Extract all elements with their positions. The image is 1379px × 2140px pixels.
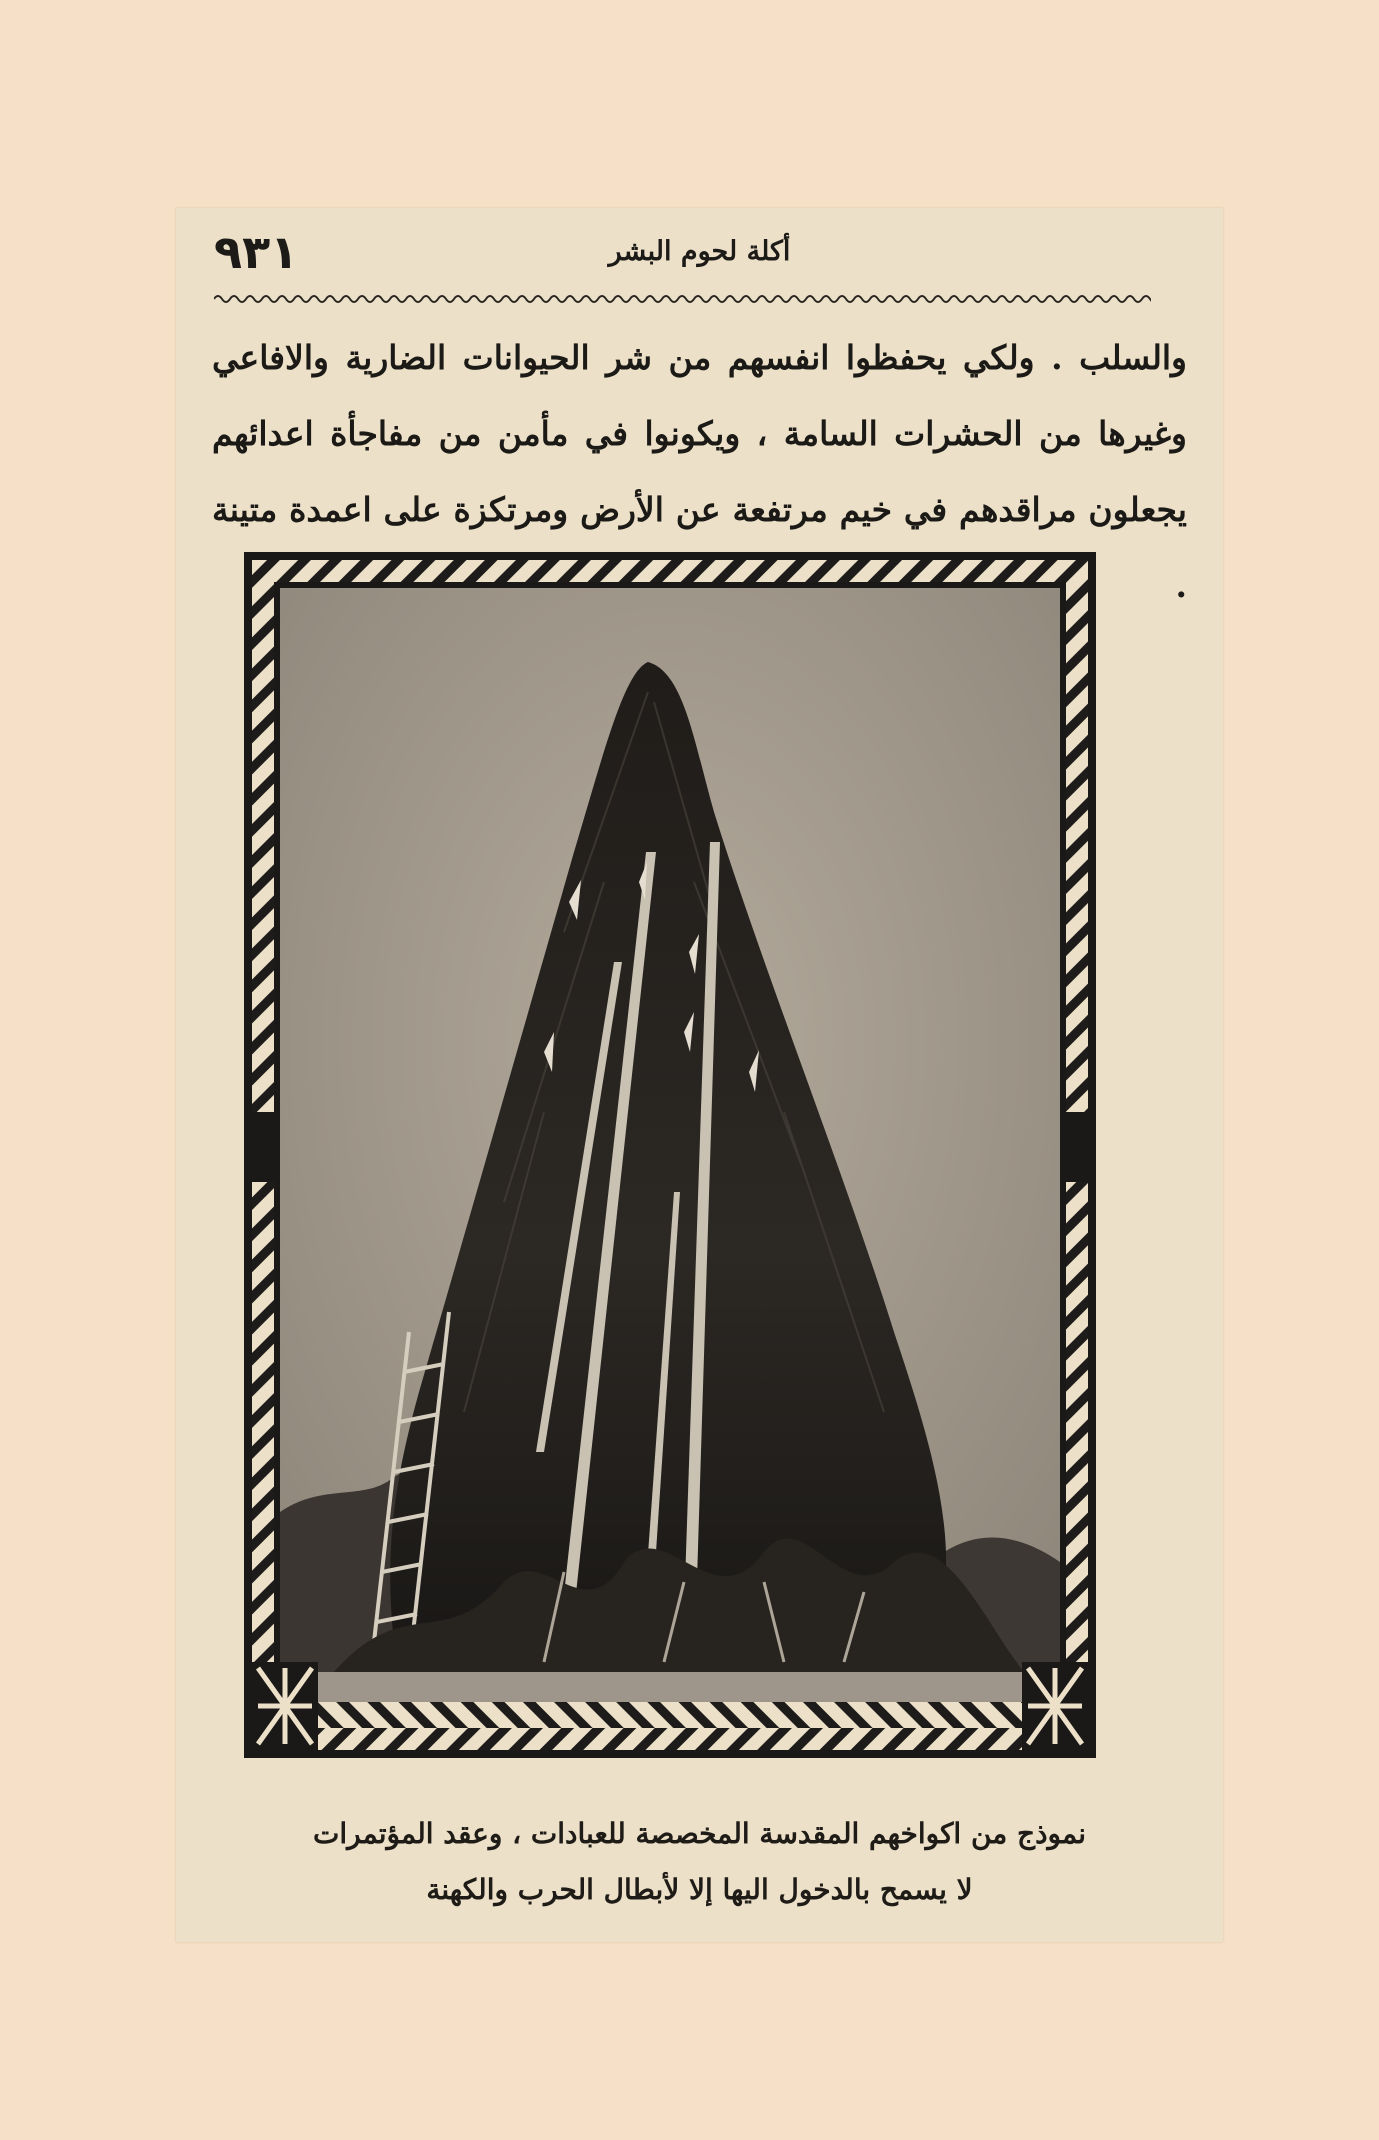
page-header [214, 224, 1185, 284]
header-wavy-rule [214, 292, 1151, 306]
hut-illustration [244, 552, 1096, 1758]
book-page [176, 208, 1223, 1942]
figure-caption [236, 1806, 1163, 1918]
body-paragraph: والسلب . ولكي يحفظوا انفسهم من شر الحيوانات الضارية والافاعي وغيرها من الحشرات السامة ، ويكونوا في مأمن من مفاجأة اعدائهم يجعلون مراقدهم في خيم مرتفعة عن الأرض ومرتكزة على اعمدة متينة . [212, 338, 1187, 605]
page-number: ٩٣١ [214, 225, 299, 279]
caption-line-2: لا يسمح بالدخول اليها إلا لأبطال الحرب والكهنة [426, 1873, 973, 1906]
running-title: أكلة لحوم البشر [608, 236, 791, 267]
caption-line-1: نموذج من اكواخهم المقدسة المخصصة للعبادات ، وعقد المؤتمرات [312, 1817, 1087, 1850]
